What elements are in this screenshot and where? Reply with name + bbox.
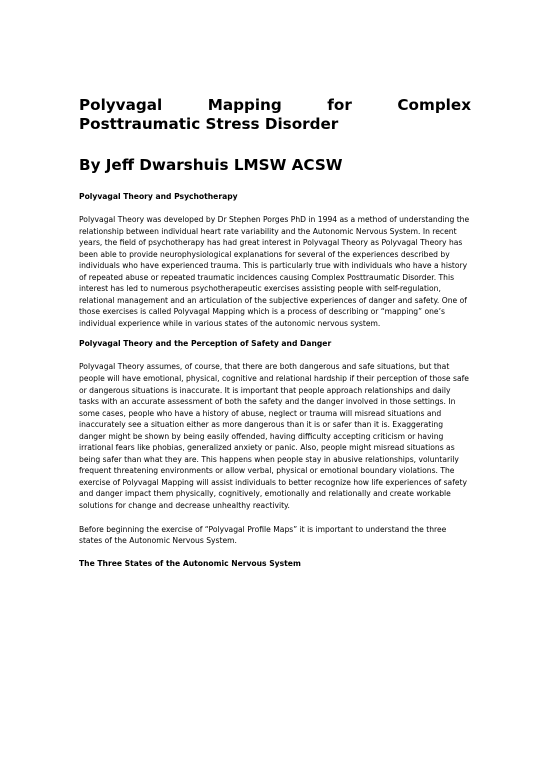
document-page — [79, 96, 471, 569]
section-paragraph: Polyvagal Theory was developed by Dr Stephen Porges PhD in 1994 as a method of understanding the relationship between individual heart rate variability and the Autonomic Nervous System. In recent years, the field of psychotherapy has had great interest in Polyvagal Theory as Polyvagal Theory has been able to provide neurophysiological explanations for several of the experiences described by individuals who have experienced trauma. This is particularly true with individuals who have a history of repeated abuse or repeated traumatic incidences causing Complex Posttraumatic Disorder. This interest has led to numerous psychotherapeutic exercises assisting people with self-regulation, relational management and an articulation of the subjective experiences of danger and safety. One of those exercises is called Polyvagal Mapping which is a process of describing or “mapping” one’s individual experience while in various states of the autonomic nervous system. — [79, 215, 470, 328]
document-title: Polyvagal Mapping for Complex Posttraumatic Stress Disorder — [79, 96, 471, 133]
section-heading-polyvagal-psychotherapy: Polyvagal Theory and Psychotherapy — [79, 192, 238, 201]
section-paragraph: Polyvagal Theory assumes, of course, that there are both dangerous and safe situations, but that people will have emotional, physical, cognitive and relational hardship if their perception of those safe or dangerous situations is inaccurate. It is important that people approach relationships and daily tasks with an accurate assessment of both the safety and the danger involved in those settings. In some cases, people who have a history of abuse, neglect or trauma will misread situations and inaccurately see a situation either as more dangerous than it is or safer than it is. Exaggerating danger might be shown by being easily offended, having difficulty accepting criticism or having irrational fears like phobias, generalized anxiety or panic. Also, people might misread situations as being safer than what they are. This happens when people stay in abusive relationships, voluntarily frequent threatening environments or allow verbal, physical or emotional boundary violations. The exercise of Polyvagal Mapping will assist individuals to better recognize how life experiences of safety and danger impact them physically, cognitively, emotionally and relationally and create workable solutions for change and decrease unhealthy reactivity. — [79, 362, 469, 511]
section-heading-safety-danger: Polyvagal Theory and the Perception of Safety and Danger — [79, 339, 332, 349]
section-heading-three-states: The Three States of the Autonomic Nervous System — [79, 558, 301, 568]
author-byline: By Jeff Dwarshuis LMSW ACSW — [79, 156, 343, 174]
section-paragraph: Before beginning the exercise of “Polyvagal Profile Maps” it is important to understand the three states of the Autonomic Nervous System. — [79, 524, 447, 546]
